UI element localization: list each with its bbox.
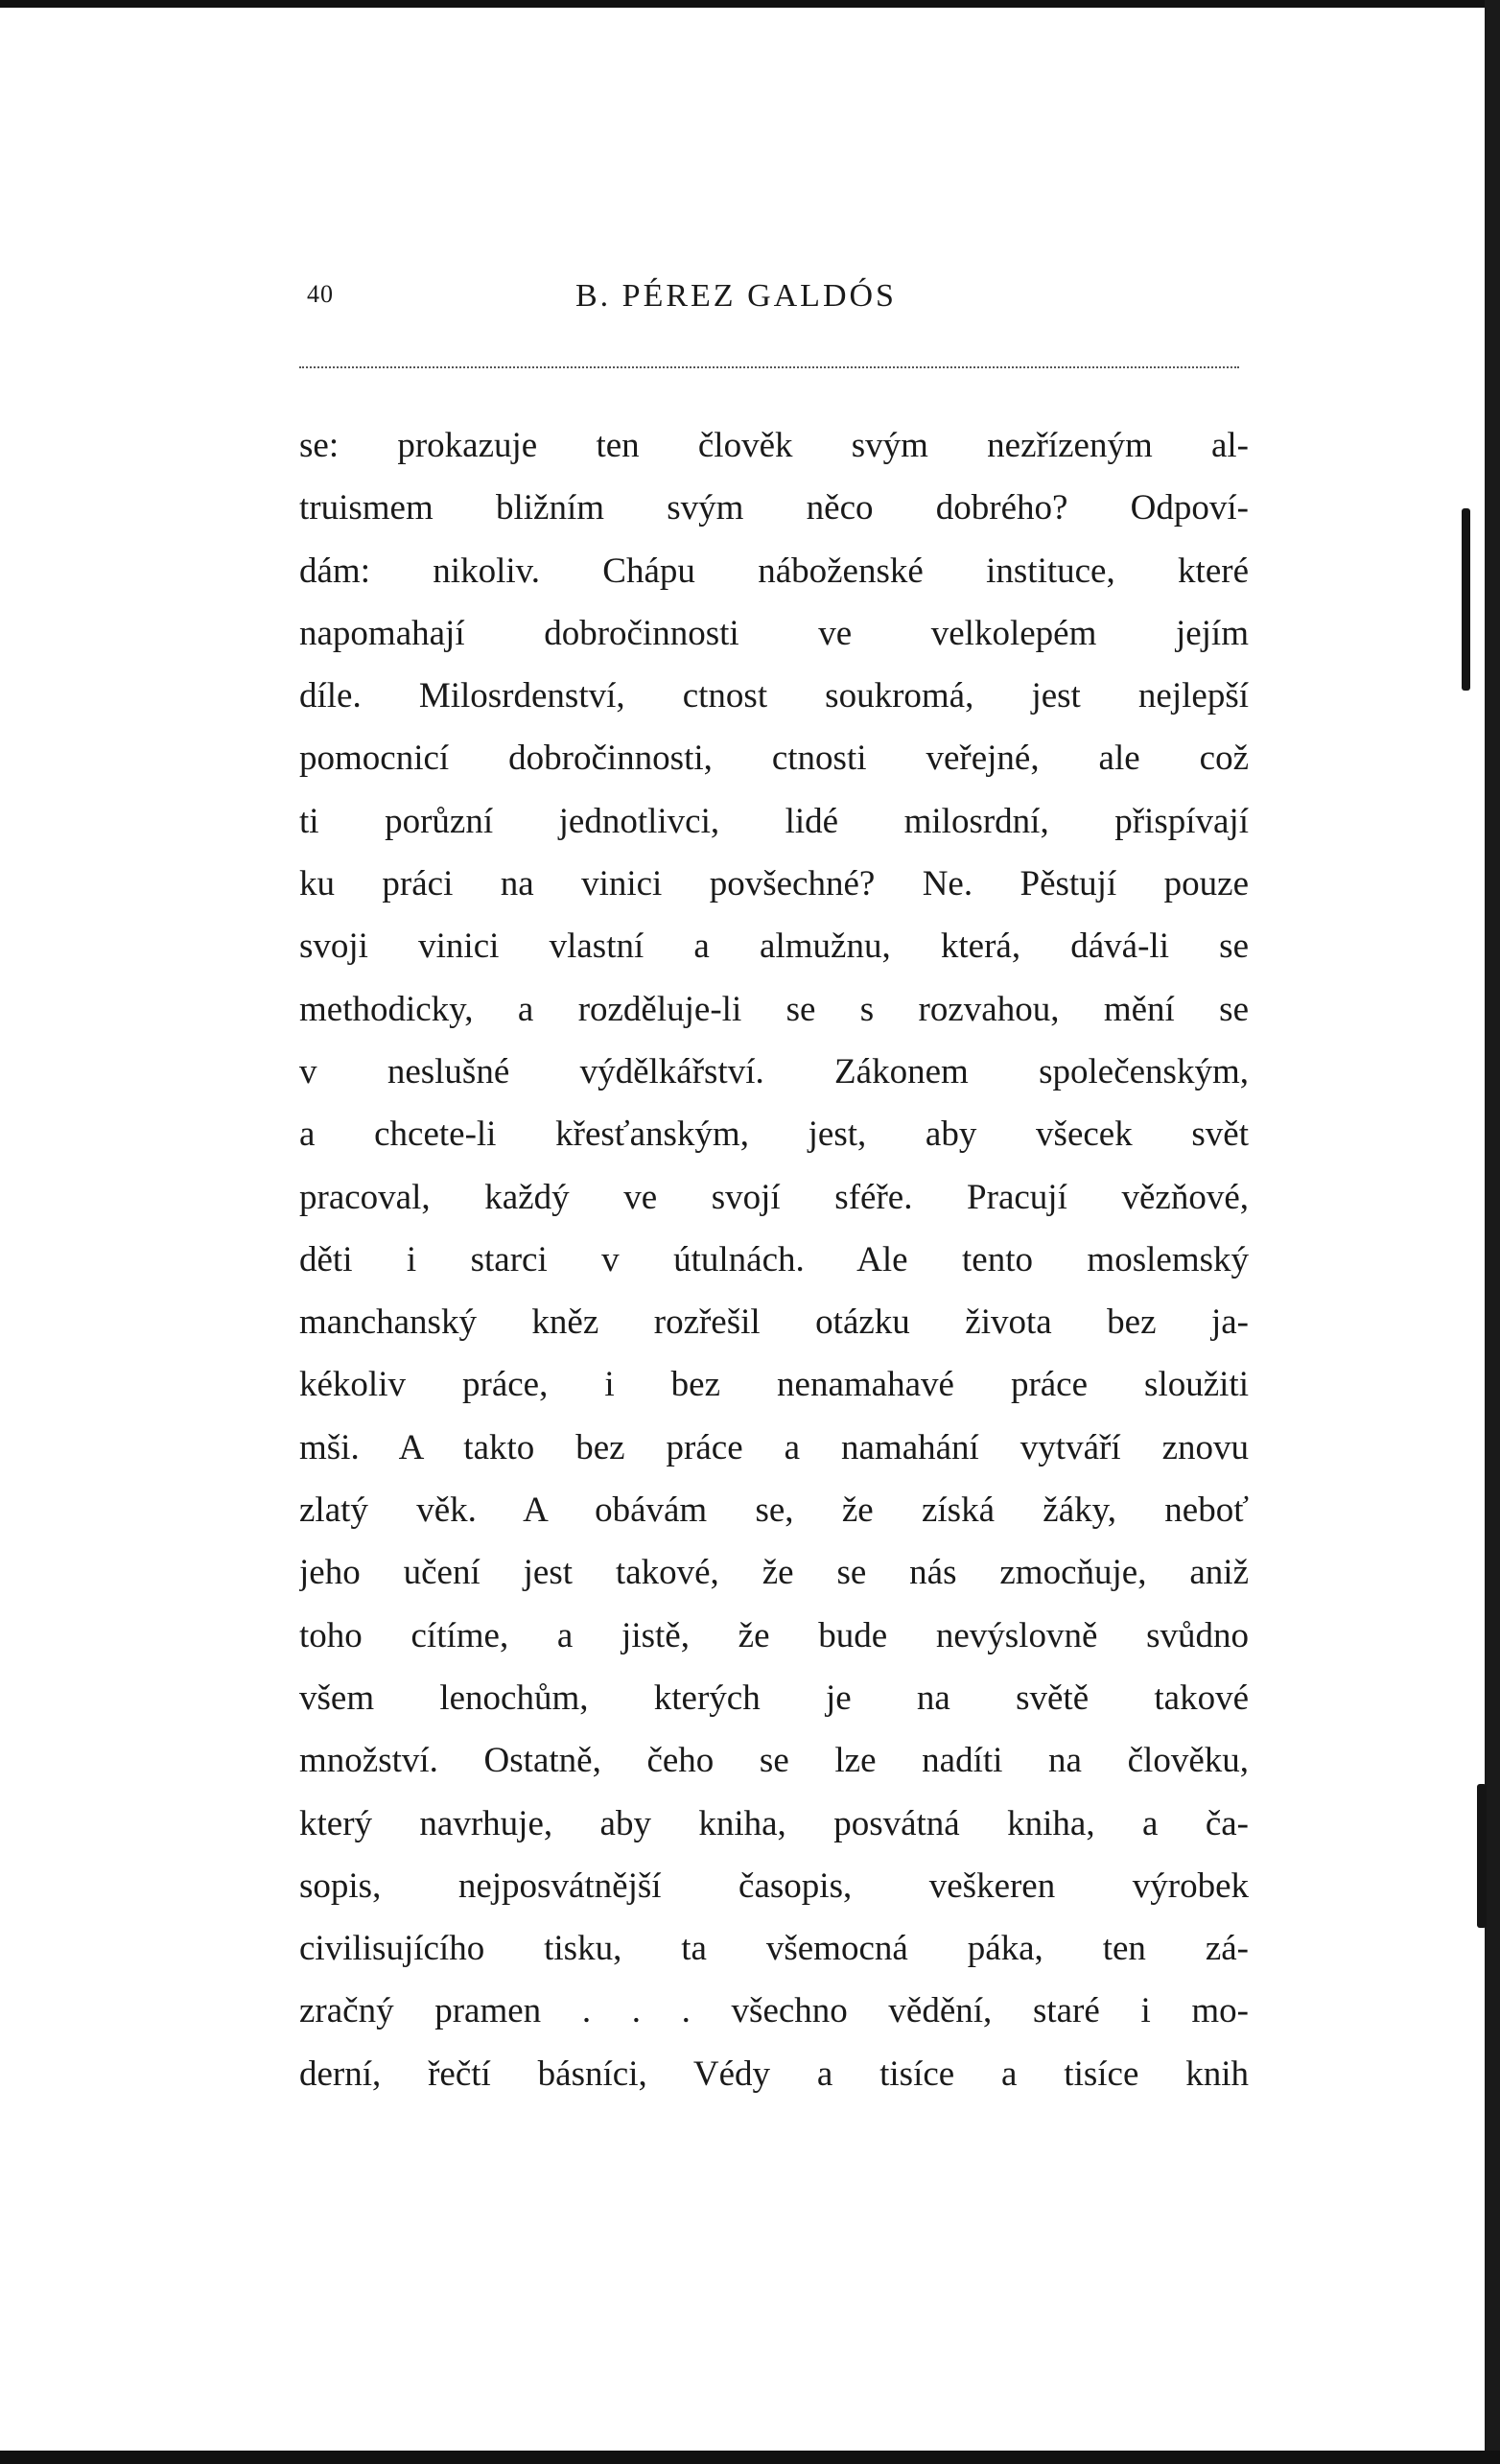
text-line: svoji vinici vlastní a almužnu, která, dává-li se	[299, 927, 1249, 967]
text-line: civilisujícího tisku, ta všemocná páka, ten zá-	[299, 1929, 1249, 1969]
text-line: sopis, nejposvátnější časopis, veškeren výrobek	[299, 1866, 1249, 1906]
text-line: množství. Ostatně, čeho se lze nadíti na člověku,	[299, 1741, 1249, 1781]
text-line: manchanský kněz rozřešil otázku života bez ja-	[299, 1302, 1249, 1343]
body-text	[299, 414, 1249, 2105]
scan-edge-mark	[1462, 508, 1470, 691]
text-line: methodicky, a rozděluje-li se s rozvahou, mění se	[299, 989, 1249, 1029]
text-line: všem lenochům, kterých je na světě takové	[299, 1678, 1249, 1718]
text-line: ku práci na vinici povšechné? Ne. Pěstují pouze	[299, 864, 1249, 904]
text-line: se: prokazuje ten člověk svým nezřízeným al-	[299, 426, 1249, 465]
text-line: derní, řečtí básníci, Védy a tisíce a tisíce knih	[299, 2053, 1249, 2094]
text-line: pomocnicí dobročinnosti, ctnosti veřejné, ale což	[299, 739, 1249, 779]
text-line: v neslušné výdělkářství. Zákonem společenským,	[299, 1051, 1249, 1091]
scan-edge-right	[1485, 0, 1500, 2464]
running-head: B. PÉREZ GALDÓS	[575, 278, 897, 314]
text-line: zlatý věk. A obávám se, že získá žáky, neboť	[299, 1490, 1249, 1531]
scan-edge-mark	[1477, 1784, 1487, 1928]
text-line: ti porůzní jednotlivci, lidé milosrdní, přispívají	[299, 801, 1249, 841]
text-line: který navrhuje, aby kniha, posvátná kniha, a ča-	[299, 1803, 1249, 1843]
text-line: a chcete-li křesťanským, jest, aby všecek svět	[299, 1115, 1249, 1155]
text-line: napomahají dobročinnosti ve velkolepém jejím	[299, 613, 1249, 653]
text-line: mši. A takto bez práce a namahání vytváří znovu	[299, 1427, 1249, 1467]
header-rule	[299, 366, 1239, 368]
page-header	[288, 278, 1247, 326]
text-line: jeho učení jest takové, že se nás zmocňuje, aniž	[299, 1553, 1249, 1593]
text-line: toho cítíme, a jistě, že bude nevýslovně svůdno	[299, 1615, 1249, 1655]
text-line: díle. Milosrdenství, ctnost soukromá, jest nejlepší	[299, 676, 1249, 716]
text-line: truismem bližním svým něco dobrého? Odpoví-	[299, 488, 1249, 528]
text-line: kékoliv práce, i bez nenamahavé práce sloužiti	[299, 1365, 1249, 1405]
scan-border-bottom	[0, 2451, 1500, 2464]
text-line: pracoval, každý ve svojí sféře. Pracují vězňové,	[299, 1177, 1249, 1217]
text-line: dám: nikoliv. Chápu náboženské instituce, které	[299, 551, 1249, 591]
text-line: zračný pramen . . . všechno vědění, staré i mo-	[299, 1991, 1249, 2031]
text-line: děti i starci v útulnách. Ale tento moslemský	[299, 1239, 1249, 1279]
page-number: 40	[307, 280, 334, 308]
scan-border-top	[0, 0, 1500, 8]
